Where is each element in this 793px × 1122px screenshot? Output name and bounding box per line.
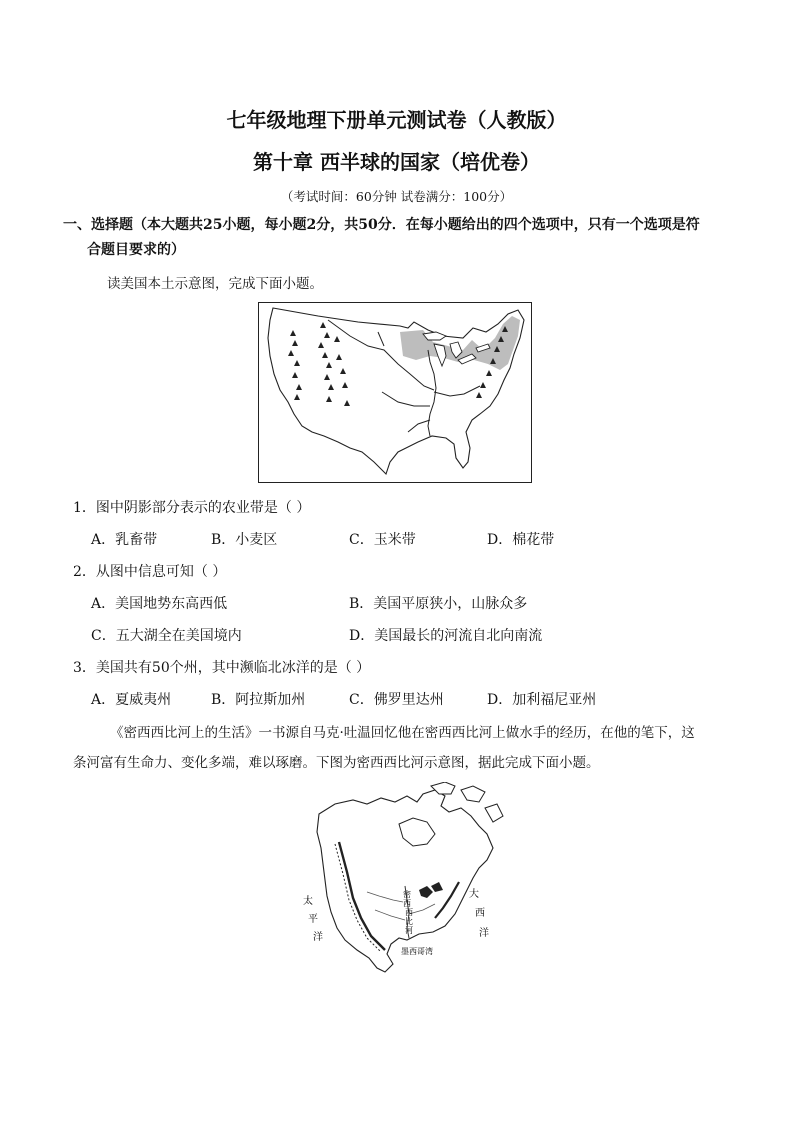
north-america-outline — [317, 790, 493, 972]
atlantic-label-3: 洋 — [479, 928, 489, 939]
gulf-label: 墨西哥湾 — [401, 947, 433, 956]
river-label-3: 西 — [405, 908, 413, 917]
section-heading-cont: 合题目要求的） — [87, 242, 185, 258]
question-2-stem: 2．从图中信息可知（ ） — [73, 564, 227, 580]
chapter-title: 第十章 西半球的国家（培优卷） — [253, 150, 540, 174]
q3-option-d[interactable]: D．加利福尼亚州 — [487, 692, 597, 708]
river-label-1: 密 — [403, 890, 411, 899]
exam-meta: （考试时间：60分钟 试卷满分：100分） — [280, 189, 513, 204]
passage-line-1: 《密西西比河上的生活》一书源自马克·吐温回忆他在密西西比河上做水手的经历，在他的笔下，这 — [110, 725, 695, 741]
pacific-label-2: 平 — [308, 914, 318, 925]
river-label-2: 西 — [403, 899, 411, 908]
atlantic-label-1: 大 — [469, 889, 479, 900]
q1-option-b[interactable]: B．小麦区 — [211, 532, 278, 548]
q2-option-d[interactable]: D．美国最长的河流自北向南流 — [349, 628, 543, 644]
us-mainland-map — [258, 302, 532, 483]
q1-option-d[interactable]: D．棉花带 — [487, 532, 555, 548]
river-label-4: 比 — [405, 917, 413, 926]
q1-option-c[interactable]: C．玉米带 — [349, 532, 416, 548]
q3-option-c[interactable]: C．佛罗里达州 — [349, 692, 444, 708]
q2-option-a[interactable]: A．美国地势东高西低 — [91, 596, 228, 612]
section-heading: 一、选择题（本大题共25小题，每小题2分，共50分．在每小题给出的四个选项中，只有一个选项是符 — [63, 217, 700, 233]
q3-option-b[interactable]: B．阿拉斯加州 — [211, 692, 306, 708]
mississippi-map — [295, 782, 510, 987]
river-label-5: 河 — [405, 926, 413, 935]
pacific-label-3: 洋 — [313, 932, 323, 943]
q3-option-a[interactable]: A．夏威夷州 — [91, 692, 172, 708]
q2-option-b[interactable]: B．美国平原狭小，山脉众多 — [349, 596, 528, 612]
question-1-stem: 1．图中阴影部分表示的农业带是（ ） — [73, 500, 311, 516]
question-3-stem: 3．美国共有50个州，其中濒临北冰洋的是（ ） — [73, 660, 371, 676]
document-title: 七年级地理下册单元测试卷（人教版） — [226, 108, 567, 132]
pacific-label-1: 太 — [303, 896, 313, 907]
passage-line-2: 条河富有生命力、变化多端，难以琢磨。下图为密西西比河示意图，据此完成下面小题。 — [73, 755, 600, 771]
q1-option-a[interactable]: A．乳畜带 — [91, 532, 158, 548]
reading-intro: 读美国本土示意图，完成下面小题。 — [107, 276, 323, 292]
q2-option-c[interactable]: C．五大湖全在美国境内 — [91, 628, 242, 644]
atlantic-label-2: 西 — [475, 908, 485, 919]
